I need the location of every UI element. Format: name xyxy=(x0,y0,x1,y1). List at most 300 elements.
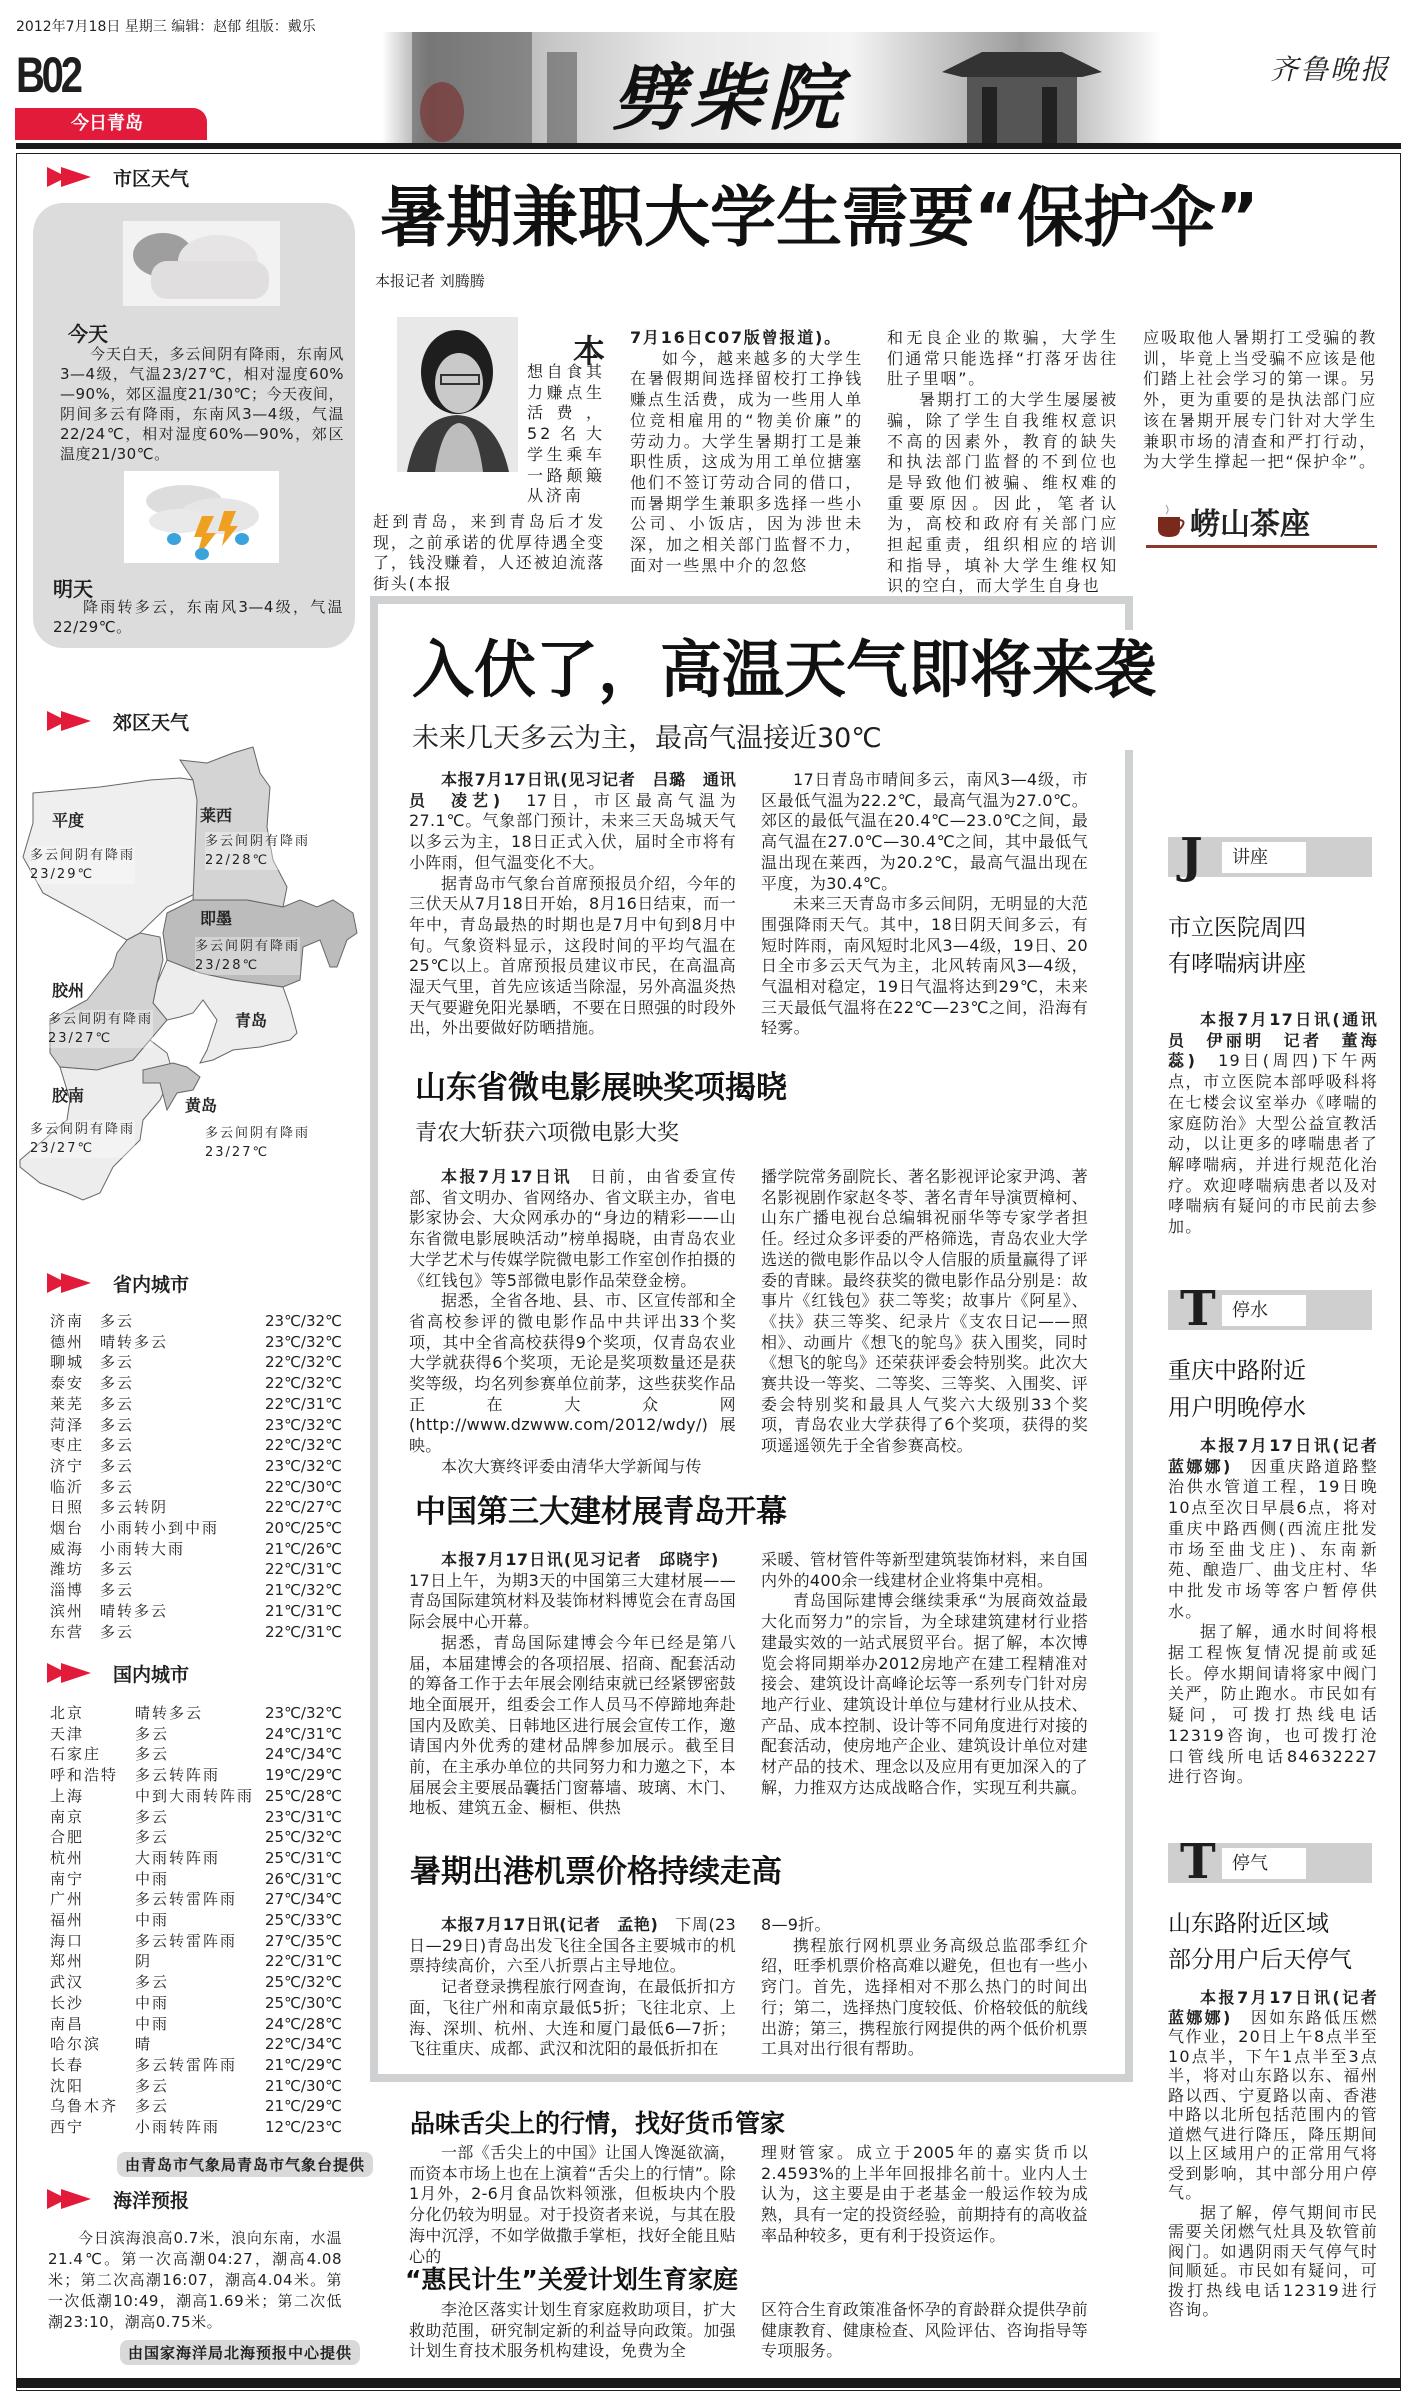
dateline-lead: 本报7月17日讯(记者 蓝娜娜) xyxy=(1168,1436,1396,1476)
city-temp: 12℃/23℃ xyxy=(265,2118,342,2136)
paragraph-text: 和无良企业的欺骗，大学生们通常只能选择“打落牙齿往肚子里咽”。 xyxy=(887,328,1118,389)
dateline-lead: 本报7月17日讯(记者 蓝娜娜) xyxy=(1168,1988,1396,2027)
paragraph xyxy=(1168,1010,1378,1238)
city-name: 上海 xyxy=(50,1786,85,1805)
paragraph-text: 理财管家。成立于2005年的嘉实货币以2.4593%的上半年回报排名前十。业内人士认为，这主要是由于老基金一般运作较为成熟，具有一定的投资经验，前期持有的高收益率品种较多，更有利于投资运作。 xyxy=(761,2143,1088,2245)
city-row xyxy=(50,2014,340,2035)
city-temp: 23℃/32℃ xyxy=(265,1312,342,1330)
city-row xyxy=(50,1559,340,1580)
footer-rule xyxy=(16,2378,1401,2388)
city-row xyxy=(50,1744,340,1765)
brief-headline: 部分用户后天停气 xyxy=(1168,1947,1352,1973)
expo-headline: 中国第三大建材展青岛开幕 xyxy=(415,1494,787,1530)
paragraph xyxy=(761,1550,1088,1591)
city-row xyxy=(50,1352,340,1373)
city-temp: 23℃/32℃ xyxy=(265,1704,342,1722)
paragraph xyxy=(887,328,1118,390)
brief-letter: T xyxy=(1180,1281,1216,1337)
city-name: 东营 xyxy=(50,1622,85,1641)
region-temp: 22/28℃ xyxy=(205,853,270,868)
city-temp: 21℃/29℃ xyxy=(265,2097,342,2116)
city-row xyxy=(50,1622,340,1643)
city-name: 福州 xyxy=(50,1911,85,1929)
brief-label: 停水 xyxy=(1222,1295,1306,1326)
city-weather: 多云转雷阵雨 xyxy=(135,1931,238,1950)
city-weather: 中雨 xyxy=(135,1911,170,1929)
expo-column-2 xyxy=(761,1550,1088,1798)
city-weather: 多云 xyxy=(100,1622,135,1641)
brief-headline: 市立医院周四 xyxy=(1168,915,1306,941)
city-weather: 多云 xyxy=(100,1436,135,1455)
city-weather: 多云 xyxy=(100,1353,135,1372)
city-temp: 22℃/27℃ xyxy=(265,1498,342,1517)
city-weather: 多云转阴 xyxy=(100,1498,169,1517)
paragraph-text: 17日上午，为期3天的中国第三大建材展——青岛国际建筑材料及装饰材料博览会在青岛国际会展中心开幕。 xyxy=(409,1550,736,1632)
city-row xyxy=(50,1827,340,1848)
city-row xyxy=(50,1415,340,1436)
map-region-name: 平度 xyxy=(52,811,85,830)
city-weather: 多云 xyxy=(135,1973,170,1992)
brief-headline: 山东路附近区域 xyxy=(1168,1911,1329,1937)
family-headline: “惠民计生”关爱计划生育家庭 xyxy=(405,2265,738,2294)
city-name: 呼和浩特 xyxy=(50,1766,119,1785)
city-temp: 26℃/31℃ xyxy=(265,1869,342,1888)
paragraph xyxy=(409,1457,736,1478)
paragraph-text: 李沧区落实计划生育家庭救助项目，扩大救助范围，研究制定新的利益导向政策。加强计划生育技术服务机构建设，免费为全 xyxy=(409,2300,736,2361)
paragraph xyxy=(409,2300,736,2362)
city-temp: 23℃/32℃ xyxy=(265,1456,342,1475)
city-name: 日照 xyxy=(50,1498,85,1517)
city-name: 石家庄 xyxy=(50,1745,102,1764)
city-weather: 多云 xyxy=(100,1477,135,1496)
paragraph xyxy=(630,349,863,577)
city-temp: 21℃/31℃ xyxy=(265,1601,342,1620)
city-temp: 25℃/32℃ xyxy=(265,1973,342,1992)
brief-header-lecture xyxy=(1168,828,1372,884)
paragraph-text: 据悉，全省各地、县、市、区宣传部和全省高校参评的微电影作品中共评出33个奖项，其中全省高校获得9个奖项，仅青岛农业大学就获得6个奖项，无论是奖项数量还是获奖等级，均名列参赛单位前茅，这些获奖作品正在大众网(http://www.dzwww.com/2012/wdy/)展映。 xyxy=(409,1291,736,1456)
map-region-name: 莱西 xyxy=(200,806,233,825)
city-temp: 21℃/30℃ xyxy=(265,2076,342,2095)
paragraph-text: 区符合生育政策准备怀孕的育龄群众提供孕前健康教育、健康检查、风险评估、咨询指导等专项服务。 xyxy=(761,2300,1088,2361)
region-weather: 多云间阴有降雨 xyxy=(30,1122,136,1137)
city-name: 西宁 xyxy=(50,2118,85,2136)
brand-logo: 齐鲁晚报 xyxy=(1270,53,1391,86)
paragraph-text: 日前，由省委宣传部、省文明办、省网络办、省文联主办，省电影家协会、大众网承办的“身边的精彩——山东省微电影展映活动”榜单揭晓，由青岛农业大学艺术与传媒学院微电影工作室创作拍摄的《红钱包》等5部微电影作品荣登金榜。 xyxy=(409,1167,736,1290)
film-headline: 山东省微电影展映奖项揭晓 xyxy=(415,1070,787,1106)
city-name: 北京 xyxy=(50,1704,85,1722)
city-row xyxy=(50,2076,340,2097)
lead-column-2 xyxy=(630,328,863,576)
map-region-name: 胶州 xyxy=(52,981,85,1000)
tomorrow-label: 明天 xyxy=(53,577,93,601)
city-row xyxy=(50,1601,340,1622)
city-row xyxy=(50,2096,340,2117)
city-row xyxy=(50,1477,340,1498)
city-weather: 大雨转阵雨 xyxy=(135,1848,221,1867)
city-weather: 多云 xyxy=(135,1745,170,1764)
city-weather: 多云 xyxy=(135,2076,170,2095)
city-temp: 20℃/25℃ xyxy=(265,1519,342,1537)
city-weather: 小雨转阵雨 xyxy=(135,2118,221,2136)
city-row xyxy=(50,1394,340,1415)
city-row xyxy=(50,1518,340,1539)
double-arrow-icon xyxy=(47,1273,91,1293)
paragraph-text: 据了解，通水时间将根据工程恢复情况提前或延长。停水期间请将家中阀门关严，防止跑水。市民如有疑问，可拨打热线电话12319咨询，也可拨打沧口管线所电话84632227进行咨询。 xyxy=(1168,1622,1378,1787)
city-name: 杭州 xyxy=(50,1848,85,1867)
map-region-forecast xyxy=(30,1120,135,1158)
paragraph-text: 7月16日C07版曾报道)。 xyxy=(630,328,842,347)
dateline-lead: 本报7月17日讯(通讯员 伊丽明 记者 董海蕊) xyxy=(1168,1010,1378,1071)
weather-column-2 xyxy=(761,770,1088,1039)
paragraph xyxy=(761,1936,1088,2060)
column-logo-text: 崂山茶座 xyxy=(1190,507,1310,542)
paragraph xyxy=(409,770,736,874)
paragraph-text: 因如东路低压燃气作业，20日上午8点半至10点半，下午1点半至3点半，将对山东路以东、福州路以西、宁夏路以南、香港中路以北所包括范围内的管道燃气进行降压，降压期间以上区域用户的正常用气将受到影响，其中部分用户停气。 xyxy=(1168,2007,1378,2202)
section-title: 国内城市 xyxy=(113,1664,190,1686)
paragraph xyxy=(409,1291,736,1457)
city-temp: 24℃/28℃ xyxy=(265,2014,342,2033)
paragraph-text: 播学院常务副院长、著名影视评论家尹鸿、著名影视剧作家赵冬苓、著名青年导演贾樟柯、山东广播电视台总编辑祝丽华等专家学者担任。经过众多评委的严格筛选，青岛农业大学选送的微电影作品以令人信服的质量赢得了评委的青睐。最终获奖的微电影作品分别是：故事片《红钱包》获二等奖；故事片《阿星》、《扶》获三等奖、纪录片《支农日记——照相》、动画片《想飞的鸵鸟》获入围奖，同时《想飞的鸵鸟》还荣获评委会特别奖。此次大赛共设一等奖、二等奖、三等奖、入围奖、评委会特别奖和最具人气奖六大级别33个奖项，青岛农业大学获得了6个奖项，获得的奖项遥遥领先于全省参赛高校。 xyxy=(761,1167,1088,1456)
city-temp: 21℃/29℃ xyxy=(265,2055,342,2074)
city-weather: 中到大雨转阵雨 xyxy=(135,1786,255,1805)
film-column-2 xyxy=(761,1167,1088,1457)
city-name: 乌鲁木齐 xyxy=(50,2097,119,2116)
city-row xyxy=(50,1497,340,1518)
airfare-column-2 xyxy=(761,1915,1088,2060)
city-name: 哈尔滨 xyxy=(50,2035,102,2054)
region-weather: 多云间阴有降雨 xyxy=(30,848,136,863)
city-weather: 多云 xyxy=(100,1415,135,1434)
paragraph xyxy=(409,1977,736,2060)
map-region-forecast xyxy=(30,846,135,884)
city-weather: 晴转多云 xyxy=(135,1704,204,1722)
paragraph xyxy=(761,2300,1088,2362)
city-temp: 22℃/31℃ xyxy=(265,1952,342,1971)
city-row xyxy=(50,1765,340,1786)
city-weather: 阴 xyxy=(135,1952,153,1971)
city-name: 德州 xyxy=(50,1332,85,1351)
city-weather: 多云 xyxy=(100,1312,135,1330)
city-row xyxy=(50,1951,340,1972)
city-weather: 多云 xyxy=(135,1724,170,1743)
region-temp: 23/27℃ xyxy=(48,1031,113,1046)
film-subhead: 青农大斩获六项微电影大奖 xyxy=(415,1121,680,1146)
map-region-forecast xyxy=(195,937,300,975)
region-temp: 23/28℃ xyxy=(195,958,260,973)
weather-headline: 入伏了，高温天气即将来袭 xyxy=(412,633,1157,706)
paragraph xyxy=(761,770,1088,894)
city-temp: 25℃/32℃ xyxy=(265,1828,342,1847)
brief-label: 讲座 xyxy=(1222,842,1306,873)
city-name: 海口 xyxy=(50,1931,85,1950)
city-temp: 21℃/26℃ xyxy=(265,1539,342,1558)
city-row xyxy=(50,1848,340,1869)
region-weather: 多云间阴有降雨 xyxy=(205,1126,311,1141)
city-row xyxy=(50,1786,340,1807)
reporter-photo xyxy=(397,317,518,472)
paragraph-text: 暑期打工的大学生屡屡被骗，除了学生自我维权意识不高的因素外，教育的缺失和执法部门监督的不到位也是导致他们被骗、维权难的重要原因。因此，笔者认为，高校和政府有关部门应担起重责，组织相应的培训和指导，填补大学生维权知识的空白，而大学生自身也 xyxy=(887,390,1118,596)
brief-body-gas xyxy=(1168,1988,1396,2320)
airfare-headline: 暑期出港机票价格持续走高 xyxy=(410,1854,782,1890)
city-name: 南昌 xyxy=(50,2014,85,2033)
paragraph xyxy=(1168,1988,1396,2203)
city-name: 滨州 xyxy=(50,1601,85,1620)
paragraph xyxy=(761,2143,1088,2247)
city-temp: 23℃/31℃ xyxy=(265,1807,342,1826)
paragraph xyxy=(630,328,863,349)
lead-column-4 xyxy=(1143,328,1377,473)
city-weather: 多云转阵雨 xyxy=(135,1766,221,1785)
paragraph-text: 采暖、管材管件等新型建筑装饰材料，来自国内外的400余一线建材企业将集中亮相。 xyxy=(761,1550,1088,1590)
lead-byline: 本报记者 刘腾腾 xyxy=(375,272,485,290)
brief-letter: J xyxy=(1180,828,1203,884)
paragraph xyxy=(1168,2203,1378,2320)
city-temp: 24℃/34℃ xyxy=(265,1745,342,1764)
brief-headline: 重庆中路附近 xyxy=(1168,1358,1306,1384)
double-arrow-icon xyxy=(47,167,91,187)
expo-column-1 xyxy=(409,1550,736,1819)
city-weather: 晴转多云 xyxy=(100,1332,169,1351)
brief-letter: T xyxy=(1180,1834,1216,1890)
city-weather: 小雨转小到中雨 xyxy=(100,1519,220,1537)
lead-headline: 暑期兼职大学生需要“保护伞” xyxy=(380,179,1259,256)
city-name: 菏泽 xyxy=(50,1415,85,1434)
map-region-forecast xyxy=(48,1010,153,1048)
city-row xyxy=(50,1993,340,2014)
city-temp: 22℃/34℃ xyxy=(265,2035,342,2054)
city-name: 枣庄 xyxy=(50,1436,85,1455)
paragraph-text: 记者登录携程旅行网查询，在最低折扣方面，飞往广州和南京最低5折；飞往北京、上海、深圳、杭州、大连和厦门最低6—7折；飞往重庆、成都、武汉和沈阳的最低折扣在 xyxy=(409,1977,736,2059)
ocean-source-credit: 由国家海洋局北海预报中心提供 xyxy=(120,2340,360,2365)
city-weather: 多云转雷阵雨 xyxy=(135,2055,238,2074)
paragraph xyxy=(761,1591,1088,1798)
city-weather: 多云转雷阵雨 xyxy=(135,1890,238,1909)
city-name: 淄博 xyxy=(50,1581,85,1600)
brief-label: 停气 xyxy=(1222,1848,1306,1879)
paragraph xyxy=(761,1915,1088,1936)
news-frame-edge xyxy=(1125,596,1133,630)
city-weather: 多云 xyxy=(100,1394,135,1413)
city-weather: 晴转多云 xyxy=(100,1601,169,1620)
paragraph-text: 一部《舌尖上的中国》让国人馋涎欲滴，而资本市场上也在上演着“舌尖上的行情”。除1月外，2-6月食品饮料领涨，但板块内个股分化仍较为明显。对于投资者来说，与其在股海中沉浮，不如学做撒手掌柜，找好全能且贴心的 xyxy=(409,2143,736,2266)
city-name: 聊城 xyxy=(50,1353,85,1372)
city-name: 烟台 xyxy=(50,1519,85,1537)
paragraph-text: 未来三天青岛市多云间阴，无明显的大范围强降雨天气。其中，18日阴天间多云，有短时阵雨，南风短时北风3—4级，19日、20日全市多云天气为主，北风转南风3—4级，气温相对稳定，19日气温将达到29℃，未来三天最低气温将在22℃—23℃之间，沿海有轻雾。 xyxy=(761,894,1088,1038)
paragraph xyxy=(409,874,736,1040)
city-temp: 25℃/28℃ xyxy=(265,1786,342,1805)
city-temp: 22℃/32℃ xyxy=(265,1353,342,1372)
city-row xyxy=(50,2055,340,2076)
page-number: B02 xyxy=(16,47,80,103)
paragraph xyxy=(409,2143,736,2267)
dateline: 2012年7月18日 星期三 编辑：赵郁 组版：戴乐 xyxy=(16,19,316,35)
city-row xyxy=(50,1724,340,1745)
map-region-name: 即墨 xyxy=(200,909,233,928)
family-column-1 xyxy=(409,2300,736,2362)
city-temp: 22℃/32℃ xyxy=(265,1436,342,1455)
city-row xyxy=(50,1910,340,1931)
city-temp: 23℃/32℃ xyxy=(265,1415,342,1434)
city-temp: 19℃/29℃ xyxy=(265,1766,342,1785)
city-name: 南京 xyxy=(50,1807,85,1826)
city-name: 长春 xyxy=(50,2055,85,2074)
map-region-name: 青岛 xyxy=(235,1011,268,1030)
city-row xyxy=(50,1580,340,1601)
city-row xyxy=(50,1703,340,1724)
paragraph-text: 下周(23日—29日)青岛出发飞往全国各主要城市的机票持续高价，六至八折票占主导地位。 xyxy=(409,1915,736,1976)
teacup-icon xyxy=(1154,501,1188,541)
city-temp: 27℃/34℃ xyxy=(265,1890,342,1909)
city-temp: 22℃/31℃ xyxy=(265,1622,342,1641)
city-temp: 22℃/32℃ xyxy=(265,1374,342,1393)
paragraph-text: 应吸取他人暑期打工受骗的教训，毕竟上当受骗不应该是他们踏上社会学习的第一课。另外，更为重要的是执法部门应该在暑期开展专门针对大学生兼职市场的清查和严打行动，为大学生撑起一把“保护伞”。 xyxy=(1143,328,1377,472)
city-name: 济南 xyxy=(50,1312,85,1330)
paragraph xyxy=(1143,328,1377,473)
film-column-1 xyxy=(409,1167,736,1478)
city-row xyxy=(50,1972,340,1993)
paragraph-text: 据悉，青岛国际建博会今年已经是第八届，本届建博会的各项招展、招商、配套活动的筹备工作于去年展会刚结束就已经紧锣密鼓地全面展开，组委会工作人员马不停蹄地奔赴国内及欧美、日韩地区进行展会宣传工作，邀请国内外优秀的建材品牌参加展示。截至目前，在主承办单位的共同努力和力邀之下，本届展会主要展品囊括门窗幕墙、玻璃、木门、地板、建筑五金、橱柜、供热 xyxy=(409,1632,736,1818)
tomorrow-forecast: 降雨转多云，东南风3—4级，气温22/29℃。 xyxy=(53,598,343,636)
city-row xyxy=(50,1889,340,1910)
fund-column-1 xyxy=(409,2143,736,2267)
paragraph-text: 携程旅行网机票业务高级总监邵季红介绍，旺季机票价格高难以避免，但也有一些小窍门。首先，选择相对不那么热门的时间出行；第二，选择热门度较低、价格较低的航线出游；第三，携程旅行网提供的两个低价机票工具对出行很有帮助。 xyxy=(761,1935,1088,2059)
city-temp: 22℃/31℃ xyxy=(265,1394,342,1413)
city-name: 临沂 xyxy=(50,1477,85,1496)
city-name: 郑州 xyxy=(50,1952,85,1971)
city-name: 沈阳 xyxy=(50,2076,85,2095)
region-weather: 多云间阴有降雨 xyxy=(205,834,311,849)
thunderstorm-icon xyxy=(124,471,279,563)
banner-title: 劈柴院 xyxy=(612,55,847,140)
city-row xyxy=(50,1869,340,1890)
city-row xyxy=(50,1373,340,1394)
city-weather: 多云 xyxy=(135,2097,170,2116)
paragraph-text: 如今，越来越多的大学生在暑假期间选择留校打工挣钱赚点生活费，成为一些用人单位竞相雇用的“物美价廉”的劳动力。大学生暑期打工是兼职性质，这成为用工单位搪塞他们不签订劳动合同的借口，而暑期学生兼职多选择一些小公司、小饭店，因为涉世未深，加之相关部门监督不力，面对一些黑中介的忽悠 xyxy=(630,348,863,575)
city-row xyxy=(50,1931,340,1952)
city-name: 潍坊 xyxy=(50,1560,85,1579)
city-temp: 22℃/30℃ xyxy=(265,1477,342,1496)
section-title: 郊区天气 xyxy=(113,712,190,734)
city-weather: 晴 xyxy=(135,2035,153,2054)
section-tab: 今日青岛 xyxy=(15,108,207,140)
city-row xyxy=(50,2034,340,2055)
ocean-forecast-text: 今日滨海浪高0.7米，浪向东南，水温21.4℃。第一次高潮04:27，潮高4.08米；第二次高潮16:07，潮高4.04米。第一次低潮10:49，潮高1.69米；第二次低潮23:10，潮高0.75米。 xyxy=(48,2229,342,2331)
paragraph-text: 据青岛市气象台首席预报员介绍，今年的三伏天从7月18日开始，8月16日结束，而一年中，青岛最热的时期也是7月中旬到8月中旬。气象资料显示，这段时间的平均气温在25℃以上。首席预报员建议市民，在高温高湿天气里，首先应该适当除湿，另外高温炎热天气要避免阳光暴晒，不要在日照强的时段外出，外出要做好防晒措施。 xyxy=(409,873,736,1038)
region-temp: 23/27℃ xyxy=(205,1145,270,1160)
city-weather: 中雨 xyxy=(135,1993,170,2012)
city-row xyxy=(50,1311,340,1332)
brief-header-gas xyxy=(1168,1834,1372,1890)
paragraph xyxy=(1168,1436,1396,1622)
region-temp: 23/27℃ xyxy=(30,1141,95,1156)
paragraph xyxy=(761,894,1088,1039)
city-name: 武汉 xyxy=(50,1973,85,1992)
region-weather: 多云间阴有降雨 xyxy=(48,1012,154,1027)
city-name: 合肥 xyxy=(50,1828,85,1847)
city-name: 天津 xyxy=(50,1724,85,1743)
weather-subhead: 未来几天多云为主，最高气温接近30℃ xyxy=(412,723,882,754)
lead-text-wide: 赶到青岛，来到青岛后才发现，之前承诺的优厚待遇全变了，钱没赚着，人还被迫流落街头(本报 xyxy=(373,512,605,594)
city-weather: 多云 xyxy=(135,1807,170,1826)
double-arrow-icon xyxy=(47,1663,91,1683)
drop-cap: 本 xyxy=(573,332,606,370)
map-region-laixi xyxy=(180,747,287,907)
header-rule xyxy=(16,143,1401,149)
city-name: 长沙 xyxy=(50,1993,85,2012)
city-row xyxy=(50,1456,340,1477)
section-title: 市区天气 xyxy=(113,168,190,190)
double-arrow-icon xyxy=(47,711,91,731)
fund-column-2 xyxy=(761,2143,1088,2247)
brief-body-water xyxy=(1168,1436,1396,1788)
fund-headline: 品味舌尖上的行情，找好货币管家 xyxy=(410,2109,786,2138)
brief-header-water xyxy=(1168,1281,1372,1337)
city-row xyxy=(50,1807,340,1828)
map-region-name: 黄岛 xyxy=(185,1096,218,1115)
paragraph-text: 17日青岛市晴间多云，南风3—4级，市区最低气温为22.2℃，最高气温为27.0℃。郊区的最低气温在20.4℃—23.0℃之间，最高气温在27.0℃—30.4℃之间，其中最低气温出现在莱西，为20.2℃，最高气温出现在平度，为30.4℃。 xyxy=(761,770,1088,893)
lead-column-3 xyxy=(887,328,1118,597)
weather-column-1 xyxy=(409,770,736,1039)
city-name: 莱芜 xyxy=(50,1394,85,1413)
banner-image xyxy=(382,32,1162,143)
paragraph-text: 据了解，停气期间市民需要关闭燃气灶具及软管前阀门。如遇阴雨天气停气时间顺延。市民如有疑问，可拨打热线电话12319进行咨询。 xyxy=(1168,2202,1378,2319)
paragraph-text: 17日，市区最高气温为27.1℃。气象部门预计，未来三天岛城天气以多云为主，18日正式入伏，届时全市将有小阵雨，但气温变化不大。 xyxy=(409,790,736,872)
double-arrow-icon xyxy=(47,2189,91,2209)
paragraph xyxy=(409,1633,736,1819)
region-temp: 23/29℃ xyxy=(30,867,95,882)
city-temp: 24℃/31℃ xyxy=(265,1724,342,1743)
city-weather: 多云 xyxy=(100,1374,135,1393)
city-row xyxy=(50,1539,340,1560)
map-region-forecast xyxy=(205,832,310,870)
city-weather: 小雨转大雨 xyxy=(100,1539,186,1558)
dateline-lead: 本报7月17日讯(见习记者 邱晓宇) xyxy=(441,1550,719,1569)
paragraph xyxy=(409,1167,736,1291)
paragraph-text: 青岛国际建博会继续秉承“为展商效益最大化而努力”的宗旨，为全球建筑建材行业搭建最实效的一站式展贸平台。据了解，本次博览会将同期举办2012房地产在建工程精准对接会、建筑设计高峰论坛等一系列专门针对房地产行业、建筑设计单位与建材行业从技术、产品、成本控制、设计等不同角度进行对接的配套活动，使房地产企业、建筑设计单位对建材产品的技术、理念以及应用有更加深入的了解，力推双方达成战略合作，实现互利共赢。 xyxy=(761,1591,1088,1797)
city-row xyxy=(50,1435,340,1456)
section-title: 海洋预报 xyxy=(113,2190,190,2212)
today-forecast: 今天白天，多云间阴有降雨，东南风3—4级，气温23/27℃，相对湿度60%—90%，郊区温度21/30℃；今天夜间，阴间多云有降雨，东南风3—4级，气温22/24℃，相对湿度60%—90%，郊区温度21/30℃。 xyxy=(60,345,344,463)
brief-body-lecture xyxy=(1168,1010,1378,1238)
city-name: 南宁 xyxy=(50,1869,85,1888)
weather-source-credit: 由青岛市气象局青岛市气象台提供 xyxy=(117,2152,373,2177)
today-label: 今天 xyxy=(68,322,108,346)
section-title: 省内城市 xyxy=(113,1274,190,1296)
city-row xyxy=(50,2117,340,2138)
city-temp: 25℃/31℃ xyxy=(265,1848,342,1867)
city-row xyxy=(50,1332,340,1353)
paragraph-text: 19日(周四)下午两点，市立医院本部呼吸科将在七楼会议室举办《哮喘的家庭防治》大型公益宣教活动，以让更多的哮喘患者了解哮喘病，并进行规范化治疗。欢迎哮喘病患者以及对哮喘病有疑问的市民前去参加。 xyxy=(1168,1051,1379,1237)
city-name: 泰安 xyxy=(50,1374,85,1393)
city-temp: 22℃/31℃ xyxy=(265,1560,342,1579)
city-weather: 中雨 xyxy=(135,2014,170,2033)
news-frame-edge xyxy=(1125,750,1133,2082)
city-weather: 中雨 xyxy=(135,1869,170,1888)
city-name: 济宁 xyxy=(50,1456,85,1475)
region-weather: 多云间阴有降雨 xyxy=(195,939,301,954)
cloudy-icon xyxy=(123,221,280,306)
city-weather: 多云 xyxy=(100,1456,135,1475)
dateline-lead: 本报7月17日讯 xyxy=(441,1167,572,1186)
city-name: 广州 xyxy=(50,1890,85,1909)
paragraph-text: 8—9折。 xyxy=(761,1915,831,1934)
column-logo xyxy=(1146,483,1377,548)
paragraph-text: 因重庆路道路整治供水管道工程，19日晚10点至次日早晨6点，将对重庆中路西侧(西流庄批发市场至曲戈庄)、东南新苑、酿造厂、曲戈庄村、华中批发市场等客户暂停供水。 xyxy=(1168,1456,1378,1621)
paragraph-text: 本次大赛终评委由清华大学新闻与传 xyxy=(441,1456,702,1476)
airfare-column-1 xyxy=(409,1915,736,2060)
brief-headline: 用户明晚停水 xyxy=(1168,1395,1306,1421)
city-name: 威海 xyxy=(50,1539,85,1558)
